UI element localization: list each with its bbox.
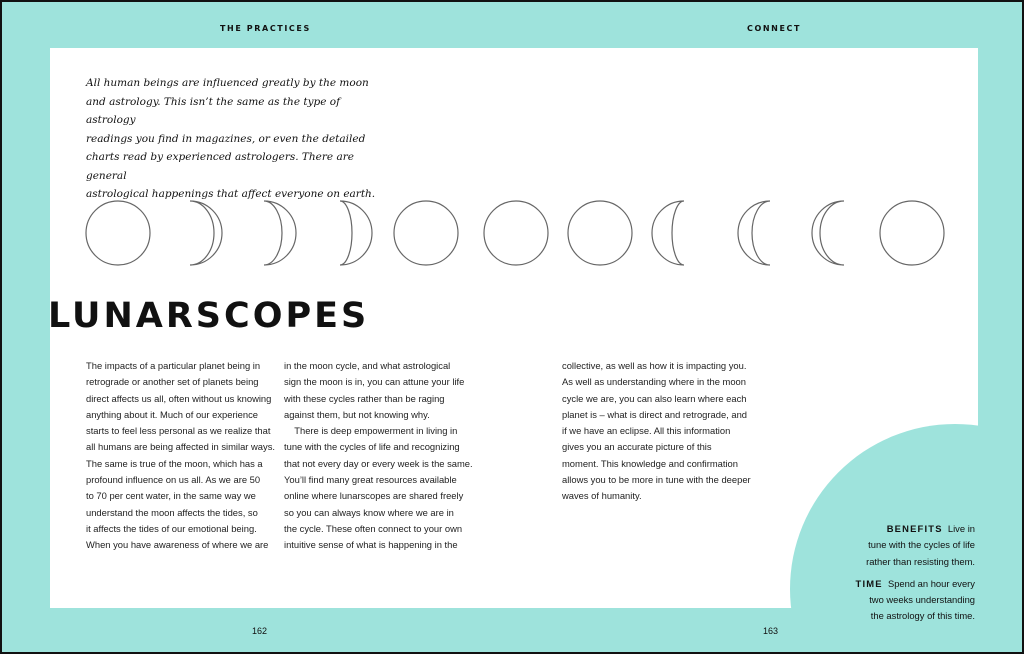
body-line: it affects the tides of our emotional being. [86, 522, 257, 534]
body-line: You’ll find many great resources available [284, 474, 457, 486]
time-text: Spend an hour every [887, 577, 975, 589]
body-line: allows you to be more in tune with the deeper [562, 474, 751, 486]
body-line: the cycle. These often connect to your own [284, 522, 463, 534]
body-line: that not every day or every week is the same. [284, 457, 473, 469]
body-line: retrograde or another set of planets being [86, 376, 259, 388]
page-number-left: 162 [252, 626, 268, 636]
time-block [856, 576, 975, 625]
body-line: waves of humanity. [562, 490, 642, 502]
intro-line: readings you find in magazines, or even the detailed [86, 132, 366, 145]
body-line: cycle we are, you can also learn where each [562, 392, 747, 404]
info-sidebar [856, 521, 975, 625]
body-line: all humans are being affected in similar ways. [86, 441, 275, 453]
running-head-left: THE PRACTICES [220, 24, 311, 33]
body-line: The same is true of the moon, which has a [86, 457, 263, 469]
body-line: online where lunarscopes are shared freely [284, 490, 464, 502]
body-line: in the moon cycle, and what astrological [284, 360, 451, 371]
body-line: if we have an eclipse. All this information [562, 425, 731, 437]
page-number-right: 163 [763, 626, 779, 636]
time-label: TIME [855, 577, 883, 589]
body-line: so you can always know where we are in [284, 506, 454, 518]
body-line: anything about it. Much of our experience [86, 408, 258, 420]
body-line: collective, as well as how it is impacting you. [562, 360, 747, 371]
running-head-right: CONNECT [747, 24, 802, 33]
crescent-moon-icon [264, 201, 296, 265]
time-text: the astrology of this time. [870, 610, 975, 622]
body-line: direct affects us all, often without us knowing [86, 392, 272, 404]
half-moon-icon [652, 201, 684, 265]
body-column-2 [284, 358, 473, 554]
body-column-1 [86, 358, 275, 554]
full-moon-icon [880, 201, 944, 265]
time-text: two weeks understanding [869, 594, 975, 606]
full-moon-icon [484, 201, 548, 265]
body-line: gives you an accurate picture of this [562, 441, 712, 453]
intro-paragraph [86, 74, 386, 204]
waning-crescent-moon-icon [190, 201, 222, 265]
body-column-3 [562, 358, 751, 505]
body-line: with these cycles rather than be raging [284, 392, 445, 404]
full-moon-icon [86, 201, 150, 265]
benefits-label: BENEFITS [886, 523, 943, 534]
intro-line: charts read by experienced astrologers. There are general [86, 151, 354, 182]
body-line: planet is – what is direct and retrograde, and [562, 408, 748, 420]
body-line: to 70 per cent water, in the same way we [86, 490, 256, 502]
page-title: LUNARSCOPES [48, 296, 370, 336]
crescent-moon-icon [738, 201, 770, 265]
benefits-block [856, 521, 975, 570]
body-line: profound influence on us all. As we are 50 [86, 474, 261, 486]
body-line: The impacts of a particular planet being in [86, 360, 261, 371]
half-moon-icon [340, 201, 372, 265]
body-line: sign the moon is in, you can attune your life [284, 376, 465, 388]
body-line: intuitive sense of what is happening in the [284, 539, 458, 551]
intro-line: astrological happenings that affect everyone on earth. [86, 188, 376, 200]
intro-line: and astrology. This isn’t the same as the type of astrology [86, 95, 340, 126]
gibbous-moon-icon [394, 201, 458, 265]
intro-line: All human beings are influenced greatly by the moon [86, 77, 369, 89]
body-line: As well as understanding where in the moon [562, 376, 746, 388]
body-line: starts to feel less personal as we realize that [86, 425, 271, 437]
body-line: There is deep empowerment in living in [284, 425, 458, 437]
benefits-text: rather than resisting them. [866, 555, 975, 567]
body-line: When you have awareness of where we are [86, 539, 269, 551]
body-line: understand the moon affects the tides, so [86, 506, 258, 518]
benefits-text: tune with the cycles of life [868, 539, 975, 551]
body-line: against them, but not knowing why. [284, 408, 430, 420]
benefits-text: Live in [947, 523, 975, 534]
body-line: tune with the cycles of life and recognizing [284, 441, 460, 453]
thin-crescent-moon-icon [812, 201, 844, 265]
body-line: moment. This knowledge and confirmation [562, 457, 738, 469]
gibbous-moon-icon [568, 201, 632, 265]
moon-phases [82, 197, 952, 271]
